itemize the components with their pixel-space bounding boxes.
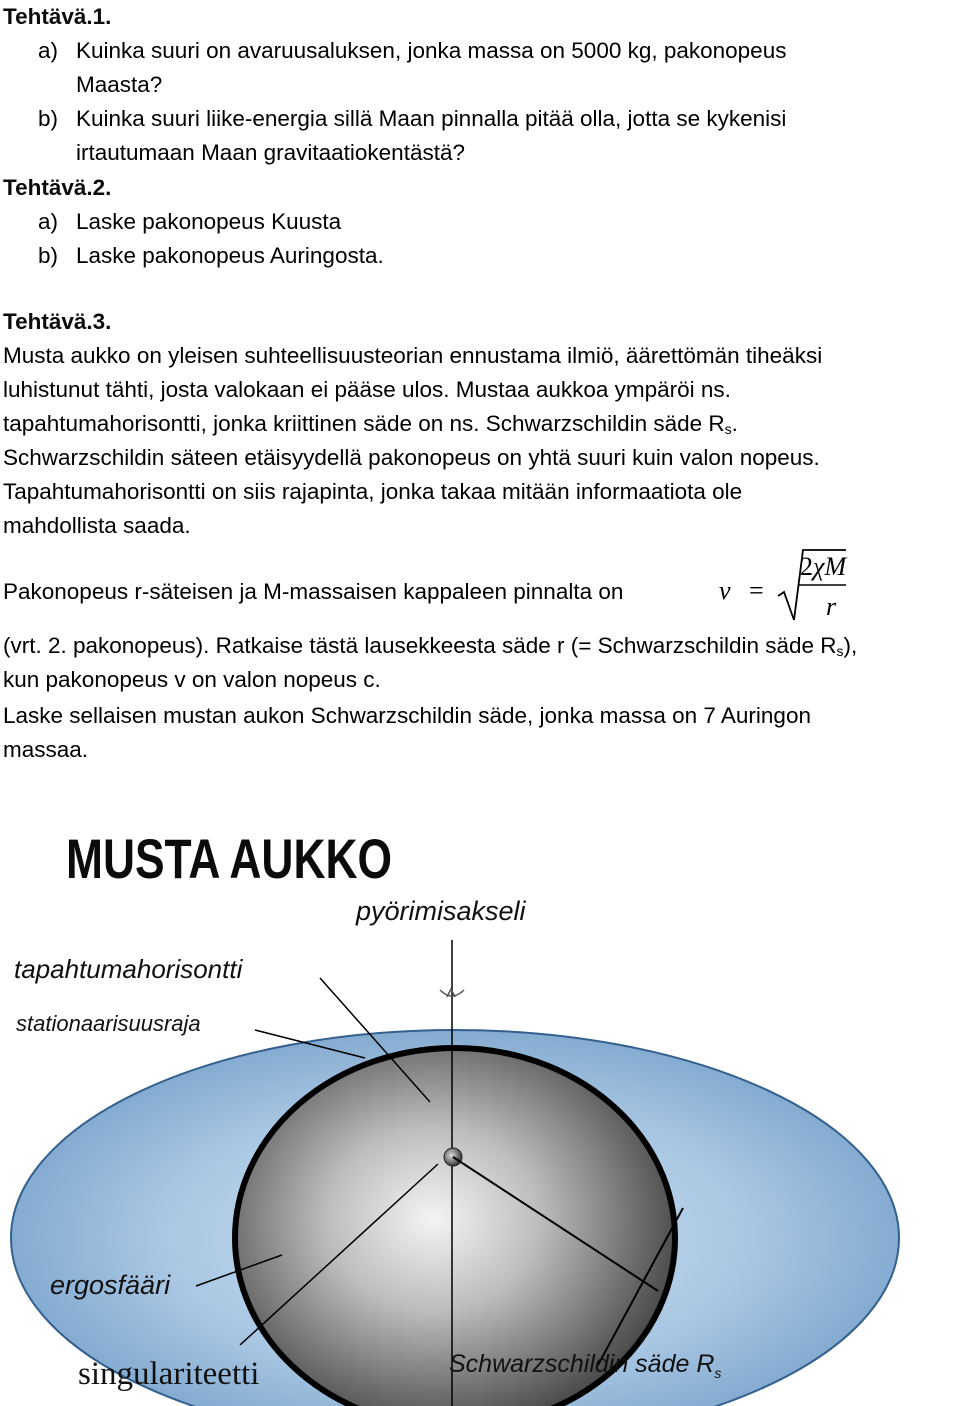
task3-line2: luhistunut tähti, josta valokaan ei pääse ulos. Mustaa aukkoa ympäröi ns. [3,377,731,402]
task2-heading: Tehtävä.2. [3,175,112,200]
task1-a-marker: a) [38,38,59,63]
label-static-limit: stationaarisuusraja [16,1011,201,1036]
task1-b-line1: Kuinka suuri liike-energia sillä Maan pinnalla pitää olla, jotta se kykenisi [76,106,787,131]
label-singularity: singulariteetti [78,1356,260,1392]
figure-title: MUSTA AUKKO [66,827,392,890]
task3-line6: mahdollista saada. [3,513,191,538]
formula-lhs: v [719,576,731,605]
label-ergosphere: ergosfääri [50,1270,171,1300]
formula-intro: Pakonopeus r-säteisen ja M-massaisen kappaleen pinnalta on [3,579,624,604]
formula-num-coef: 2 [800,552,813,581]
task3-line3 [3,413,738,436]
label-event-horizon: tapahtumahorisontti [14,954,243,984]
label-radius-text: Schwarzschildin säde R [449,1350,715,1378]
black-hole-diagram [0,800,960,1406]
task3-line5: Tapahtumahorisontti on siis rajapinta, jonka takaa mitään informaatiota ole [3,479,743,504]
formula-numerator [800,552,846,582]
task3-line4: Schwarzschildin säteen etäisyydellä pakonopeus on yhtä suuri kuin valon nopeus. [3,445,820,470]
task2-a-text: Laske pakonopeus Kuusta [76,209,342,234]
task3-line1: Musta aukko on yleisen suhteellisuusteorian ennustama ilmiö, äärettömän tiheäksi [3,343,823,368]
task3-line3-subscript: s [724,421,732,437]
escape-velocity-formula [716,548,846,622]
label-radius-subscript: s [714,1365,722,1381]
task1-a-line2: Maasta? [76,72,163,97]
task3-line7-text: (vrt. 2. pakonopeus). Ratkaise tästä lausekkeesta säde r (= Schwarzschildin säde R [3,633,837,658]
task3-line7-subscript: s [836,643,844,659]
formula-equals: = [749,576,764,605]
label-rotation-axis: pyörimisakseli [356,896,526,926]
task1-heading: Tehtävä.1. [3,4,112,29]
task1-b-marker: b) [38,106,59,131]
task3-line3-text: tapahtumahorisontti, jonka kriittinen säde on ns. Schwarzschildin säde R [3,411,725,436]
task3-line3-end: . [731,411,738,436]
task3-line7 [3,635,857,658]
task2-b-marker: b) [38,243,59,268]
formula-denominator: r [826,592,837,621]
task2-b-text: Laske pakonopeus Auringosta. [76,243,384,268]
task1-a-line1: Kuinka suuri on avaruusaluksen, jonka massa on 5000 kg, pakonopeus [76,38,787,63]
task2-a-marker: a) [38,209,59,234]
task3-line9: Laske sellaisen mustan aukon Schwarzschildin säde, jonka massa on 7 Auringon [3,703,811,728]
formula-num-chi: χ [813,552,825,581]
task3-line7-end: ), [843,633,858,658]
task3-line8: kun pakonopeus v on valon nopeus c. [3,667,381,692]
label-schwarzschild-radius [449,1350,721,1381]
task3-line10: massaa. [3,737,89,762]
formula-num-mass: M [824,552,847,581]
task1-b-line2: irtautumaan Maan gravitaatiokentästä? [76,140,465,165]
task3-heading: Tehtävä.3. [3,309,112,334]
